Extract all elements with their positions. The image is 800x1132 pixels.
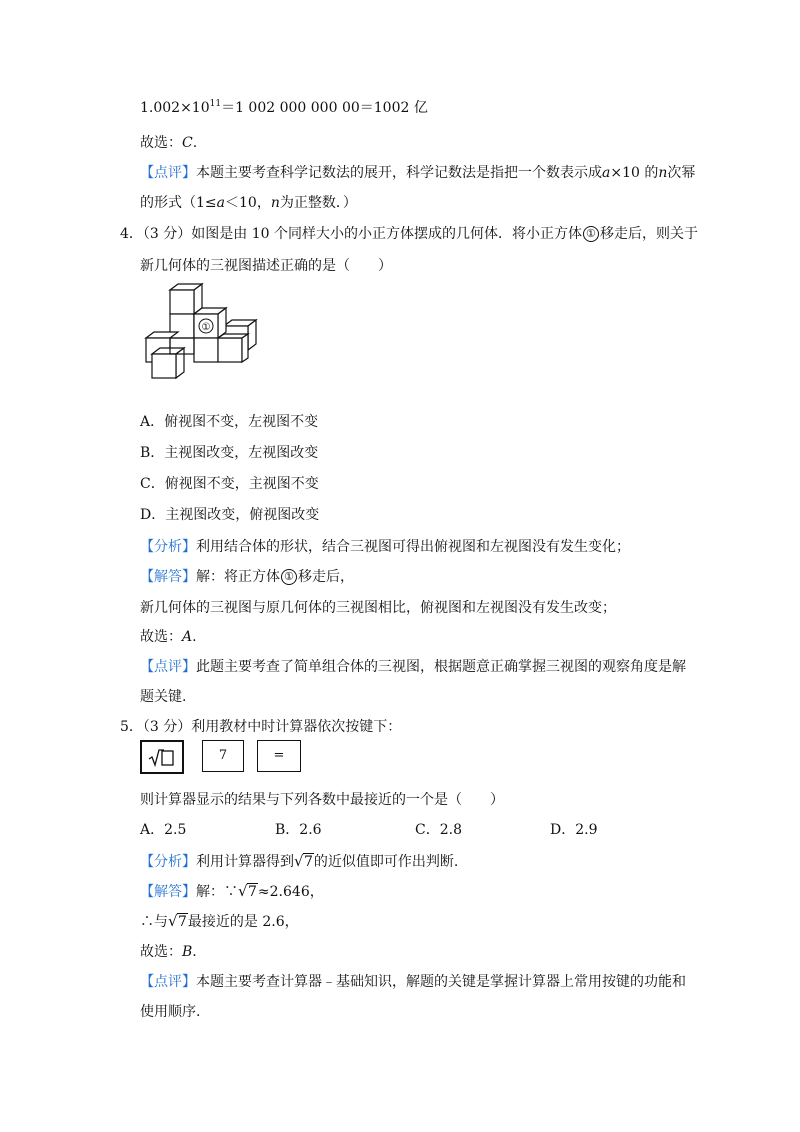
var-n: n <box>658 165 668 181</box>
comment-text: 此题主要考查了简单组合体的三视图，根据题意正确掌握三视图的观察角度是解 <box>196 659 686 675</box>
q4-choose <box>140 627 197 647</box>
calc-exponent: 11 <box>209 99 222 109</box>
q4-stem-1 <box>120 224 698 244</box>
q4-option-c: C．俯视图不变，主视图不变 <box>140 476 319 492</box>
var-a: a <box>216 195 225 211</box>
radicand: 7 <box>248 884 257 900</box>
q5-choose <box>140 942 197 962</box>
choose-answer: A <box>182 629 193 645</box>
circled-one: ① <box>281 569 297 585</box>
key-7-label: 7 <box>218 748 228 763</box>
comment-text: 次幂 <box>667 165 696 181</box>
choose-label: 故选： <box>140 135 182 151</box>
var-n: n <box>270 195 280 211</box>
calc-line <box>140 98 428 118</box>
analysis-tag: 【分析】 <box>140 539 196 555</box>
analysis-tag: 【分析】 <box>140 854 196 870</box>
solution-text: 解：∵ <box>196 884 238 900</box>
solution-text: ∴与 <box>140 914 168 930</box>
prev-comment-2 <box>140 193 357 213</box>
sqrt-key <box>140 740 184 774</box>
key-equals <box>257 740 301 772</box>
comment-text: 的形式（1≤ <box>140 195 217 211</box>
q5-comment-1 <box>140 972 686 992</box>
calc-base: 1.002×10 <box>140 100 210 116</box>
circled-one: ① <box>583 226 599 242</box>
key-equals-label: = <box>273 748 285 763</box>
q4-solution-2: 新几何体的三视图与原几何体的三视图相比，俯视图和左视图没有发生改变； <box>140 600 616 616</box>
q4-comment-2: 题关键. <box>140 689 187 705</box>
q4-text: 4．（3 分）如图是由 10 个同样大小的小正方体摆成的几何体．将小正方体 <box>120 226 582 242</box>
sqrt-expression <box>168 912 188 932</box>
analysis-text: 利用计算器得到 <box>196 854 294 870</box>
var-a: a <box>602 165 611 181</box>
solution-text: 解：将正方体 <box>196 569 280 585</box>
cube-figure <box>140 280 264 384</box>
comment-text: 本题主要考查科学记数法的展开，科学记数法是指把一个数表示成 <box>196 165 602 181</box>
prev-comment-1 <box>140 163 695 183</box>
comment-tag: 【点评】 <box>140 974 196 990</box>
q4-comment-1 <box>140 657 686 677</box>
q5-option-d: D．2.9 <box>550 822 598 838</box>
q5-stem-1: 5．（3 分）利用教材中时计算器依次按键下： <box>120 719 402 735</box>
solution-text: ≈2.646， <box>257 884 324 900</box>
choose-end: . <box>192 135 198 151</box>
q5-option-a: A．2.5 <box>140 822 187 838</box>
q5-analysis <box>140 852 458 872</box>
figure-label: ① <box>201 322 211 333</box>
comment-tag: 【点评】 <box>140 165 196 181</box>
choose-answer: B <box>182 944 193 960</box>
q4-option-b: B．主视图改变，左视图改变 <box>140 445 319 461</box>
radicand: 7 <box>178 914 187 930</box>
analysis-text: 的近似值即可作出判断. <box>313 854 459 870</box>
comment-text: ×10 的 <box>610 165 659 181</box>
comment-text: 本题主要考查计算器﹣基础知识，解题的关键是掌握计算器上常用按键的功能和 <box>196 974 686 990</box>
choose-end: . <box>192 944 197 960</box>
sqrt-expression <box>238 882 258 902</box>
sqrt-key-icon <box>142 742 182 772</box>
analysis-text: 利用结合体的形状，结合三视图可得出俯视图和左视图没有发生变化； <box>196 539 630 555</box>
comment-text: ＜10， <box>225 195 271 211</box>
q4-option-d: D．主视图改变，俯视图改变 <box>140 507 320 523</box>
key-7 <box>202 740 244 772</box>
choose-end: . <box>192 629 197 645</box>
choose-label: 故选： <box>140 629 182 645</box>
choose-answer: C <box>182 135 193 151</box>
sqrt-expression <box>294 852 314 872</box>
q5-stem-2: 则计算器显示的结果与下列各数中最接近的一个是（ ） <box>140 792 504 808</box>
q5-solution-2 <box>140 912 299 932</box>
q4-solution-1 <box>140 567 354 587</box>
q4-text: 移走后，则关于 <box>599 226 698 242</box>
solution-tag: 【解答】 <box>140 569 196 585</box>
q4-analysis <box>140 537 630 557</box>
choose-label: 故选： <box>140 944 182 960</box>
solution-tag: 【解答】 <box>140 884 196 900</box>
q5-solution-1 <box>140 882 324 902</box>
solution-text: 移走后， <box>298 569 354 585</box>
comment-text: 为正整数．） <box>279 195 357 211</box>
solution-text: 最接近的是 2.6， <box>187 914 299 930</box>
calc-result: ＝1 002 000 000 00＝1002 亿 <box>221 100 428 116</box>
prev-choose <box>140 133 197 153</box>
q5-option-c: C．2.8 <box>415 822 462 838</box>
q5-option-b: B．2.6 <box>275 822 322 838</box>
q5-comment-2: 使用顺序. <box>140 1004 201 1020</box>
q4-option-a: A．俯视图不变，左视图不变 <box>140 414 319 430</box>
comment-tag: 【点评】 <box>140 659 196 675</box>
radicand: 7 <box>304 854 313 870</box>
q4-stem-2: 新几何体的三视图描述正确的是（ ） <box>140 258 392 274</box>
